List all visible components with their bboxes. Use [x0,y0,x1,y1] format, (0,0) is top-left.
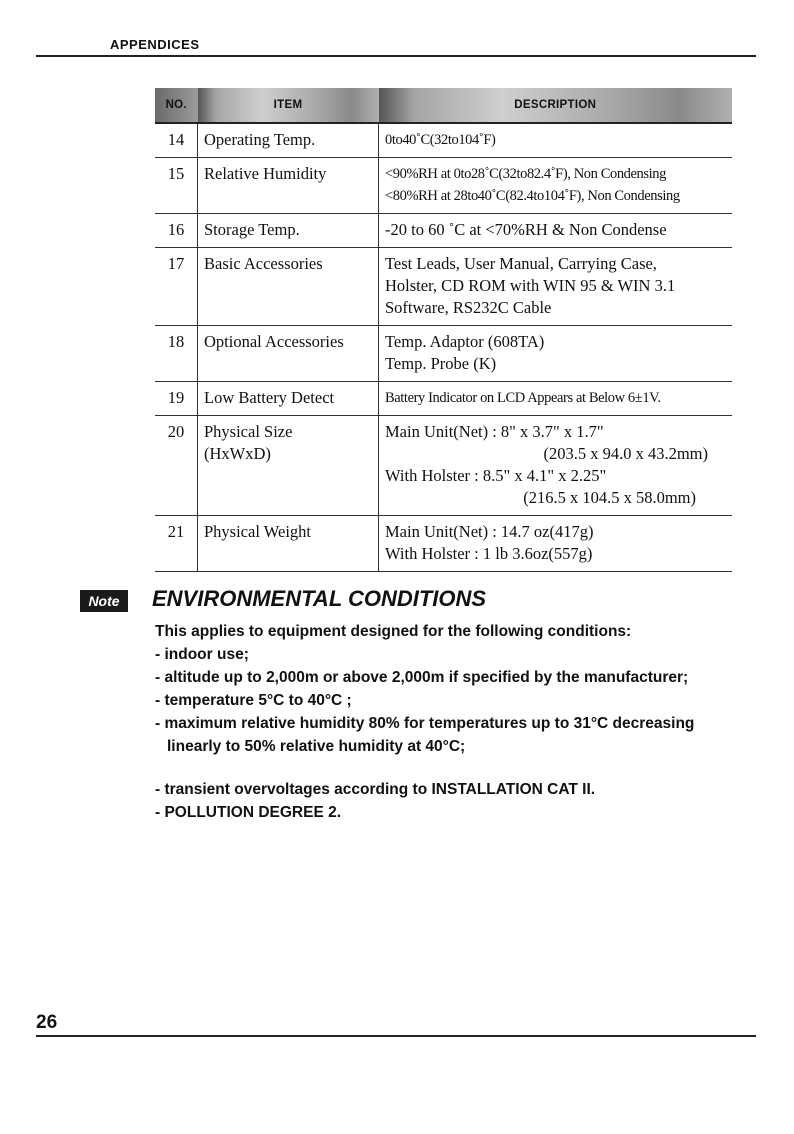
list-item: - temperature 5°C to 40°C ; [155,692,352,709]
row-item [198,248,379,326]
description-line: <80%RH at 28to40˚C(82.4to104˚F), Non Condensing [385,188,680,204]
row-description [379,248,733,326]
item-text: Physical Weight [204,522,311,541]
item-text: Storage Temp. [204,220,300,239]
row-item [198,326,379,382]
specifications-table [155,88,732,572]
description-line: 0to40˚C(32to104˚F) [385,132,496,148]
list-item: - transient overvoltages according to INSTALLATION CAT II. [155,781,596,798]
description-line: With Holster : 8.5" x 4.1" x 2.25" [385,466,607,485]
table-row [155,416,732,516]
table-row [155,326,732,382]
row-item [198,382,379,416]
note-badge: Note [80,590,128,612]
item-text: Optional Accessories [204,332,344,351]
page-number: 26 [36,1012,58,1033]
footer-divider [36,1035,756,1037]
conditions-intro: This applies to equipment designed for the following conditions: [155,623,632,640]
description-line: Temp. Probe (K) [385,354,497,373]
table-row [155,516,732,572]
row-description [379,382,733,416]
row-description [379,416,733,516]
description-line: Holster, CD ROM with WIN 95 & WIN 3.1 [385,276,676,295]
row-number: 17 [155,248,198,326]
table-row [155,214,732,248]
row-number: 15 [155,158,198,214]
row-item [198,123,379,158]
environmental-conditions-title: ENVIRONMENTAL CONDITIONS [152,586,487,611]
row-description [379,158,733,214]
header-divider [36,55,756,57]
item-text: Basic Accessories [204,254,323,273]
description-line: Temp. Adaptor (608TA) [385,332,545,351]
row-item [198,516,379,572]
column-header-item: ITEM [198,88,379,123]
row-number: 20 [155,416,198,516]
list-item: - POLLUTION DEGREE 2. [155,804,342,821]
description-line: Main Unit(Net) : 8" x 3.7" x 1.7" [385,422,604,441]
item-text: Operating Temp. [204,130,316,149]
row-item [198,214,379,248]
row-item [198,416,379,516]
row-item [198,158,379,214]
list-item: - maximum relative humidity 80% for temperatures up to 31°C decreasing linearly to 50% relative humidity at 40°C; [155,715,695,755]
row-number: 18 [155,326,198,382]
column-header-description: DESCRIPTION [379,88,733,123]
row-description [379,214,733,248]
table-header-row [155,88,732,123]
row-number: 14 [155,123,198,158]
row-number: 16 [155,214,198,248]
description-line: Battery Indicator on LCD Appears at Below 6±1V. [385,390,661,406]
list-item: - indoor use; [155,646,249,663]
conditions-list [155,643,745,758]
description-line: With Holster : 1 lb 3.6oz(557g) [385,544,593,563]
item-text: (HxWxD) [204,444,271,463]
description-line: (203.5 x 94.0 x 43.2mm) [543,444,708,463]
row-description [379,326,733,382]
description-line: Software, RS232C Cable [385,298,552,317]
table-row [155,382,732,416]
description-line: (216.5 x 104.5 x 58.0mm) [523,488,696,507]
item-text: Low Battery Detect [204,388,335,407]
column-header-no: NO. [155,88,198,123]
table-row [155,158,732,214]
table-row [155,248,732,326]
row-number: 21 [155,516,198,572]
row-number: 19 [155,382,198,416]
description-line: Test Leads, User Manual, Carrying Case, [385,254,657,273]
list-item: - altitude up to 2,000m or above 2,000m if specified by the manufacturer; [155,669,689,686]
section-header: APPENDICES [110,37,200,52]
item-text: Relative Humidity [204,164,327,183]
row-description [379,123,733,158]
description-line: Main Unit(Net) : 14.7 oz(417g) [385,522,594,541]
conditions-extra-list [155,778,745,824]
environmental-conditions-body [155,620,745,824]
row-description [379,516,733,572]
description-line: -20 to 60 ˚C at <70%RH & Non Condense [385,220,667,239]
table-row [155,123,732,158]
description-line: <90%RH at 0to28˚C(32to82.4˚F), Non Condensing [385,166,666,182]
item-text: Physical Size [204,422,293,441]
